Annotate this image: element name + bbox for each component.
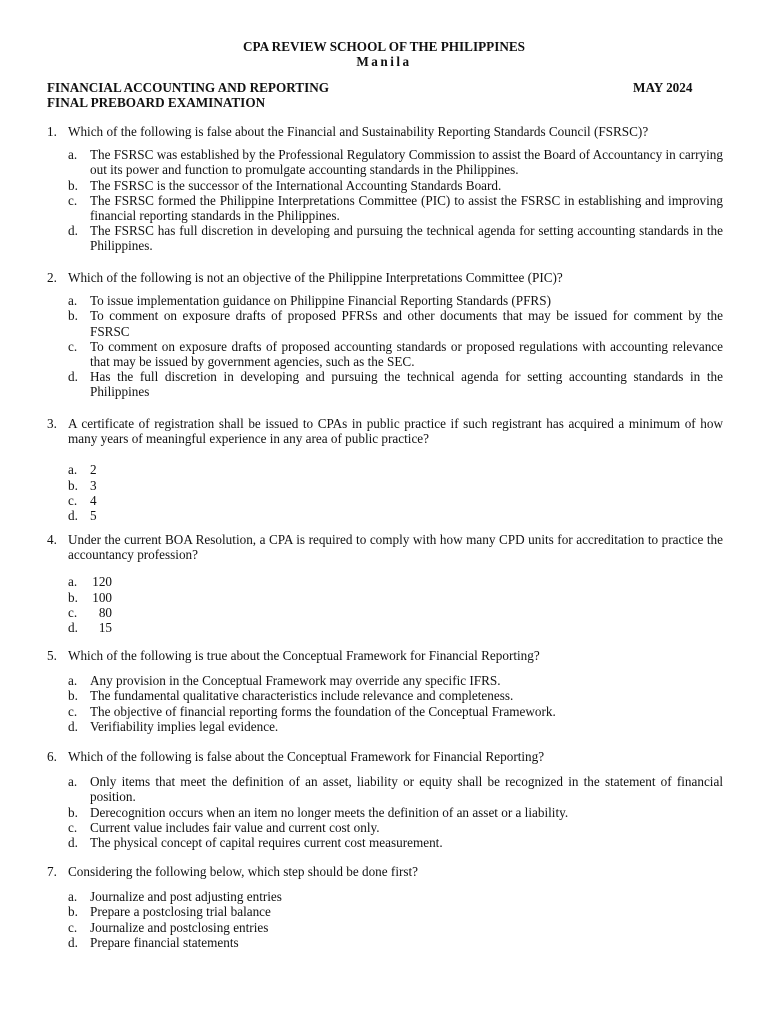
choice-text: To comment on exposure drafts of proposed PFRSs and other documents that may be issued for comment by the FSRSC	[90, 308, 723, 339]
choice-text: Journalize and postclosing entries	[90, 919, 269, 935]
question-stem	[47, 749, 723, 764]
question-4	[47, 532, 723, 635]
choice-list	[47, 147, 723, 253]
choice-b	[68, 478, 723, 493]
choice-letter: d.	[68, 620, 78, 636]
choice-d	[68, 719, 723, 734]
choice-letter: c.	[68, 703, 78, 719]
choice-text: The physical concept of capital requires current cost measurement.	[90, 835, 443, 851]
choice-letter: b.	[68, 804, 78, 820]
choice-a	[68, 293, 723, 308]
exam-title: FINAL PREBOARD EXAMINATION	[47, 95, 266, 110]
choice-letter: c.	[68, 919, 78, 935]
choice-text: The FSRSC was established by the Professional Regulatory Commission to assist the Board of Accountancy in carrying out its power and function to promulgate accounting standards in the Philippines.	[90, 147, 723, 178]
question-text: Under the current BOA Resolution, a CPA is required to comply with how many CPD units for accreditation to practice the accountancy profession?	[68, 532, 723, 563]
choice-c	[68, 339, 723, 369]
choice-a	[68, 147, 723, 177]
choice-c	[68, 193, 723, 223]
question-7	[47, 864, 723, 950]
choice-a	[68, 462, 723, 477]
choice-d	[68, 223, 723, 253]
choice-list	[47, 574, 723, 635]
choice-d	[68, 620, 723, 635]
choice-d	[68, 508, 723, 523]
question-number: 4.	[47, 532, 57, 547]
question-number: 3.	[47, 416, 57, 431]
choice-text: The FSRSC formed the Philippine Interpretations Committee (PIC) to assist the FSRSC in establishing and improving financial reporting standards in the Philippines.	[90, 192, 723, 224]
question-text: A certificate of registration shall be issued to CPAs in public practice if such registrant has acquired a minimum of how many years of meaningful experience in any area of public practice?	[68, 416, 723, 447]
choice-b	[68, 688, 723, 703]
choice-letter: c.	[68, 819, 78, 835]
question-stem	[47, 864, 723, 879]
choice-b	[68, 178, 723, 193]
choice-letter: b.	[68, 308, 78, 324]
choice-text: Prepare financial statements	[90, 934, 239, 950]
choice-letter: c.	[68, 604, 78, 620]
question-2	[47, 270, 723, 400]
question-1	[47, 124, 723, 254]
choice-letter: a.	[68, 889, 78, 905]
choice-letter: a.	[68, 147, 78, 163]
choice-text: Only items that meet the definition of an asset, liability or equity shall be recognized in the statement of financial position.	[90, 774, 723, 805]
choice-letter: c.	[68, 492, 78, 508]
choice-text: 5	[90, 508, 97, 524]
choice-list	[47, 462, 723, 523]
question-6	[47, 749, 723, 850]
choice-letter: b.	[68, 477, 78, 493]
school-title: CPA REVIEW SCHOOL OF THE PHILIPPINES	[242, 39, 525, 54]
choice-letter: a.	[68, 774, 78, 790]
choice-letter: b.	[68, 177, 78, 193]
choice-text: 3	[90, 477, 97, 493]
choice-c	[68, 920, 723, 935]
choice-letter: d.	[68, 718, 78, 734]
choice-list	[47, 774, 723, 850]
question-number: 2.	[47, 270, 57, 285]
question-stem	[47, 124, 723, 139]
choice-list	[47, 889, 723, 950]
choice-letter: d.	[68, 934, 78, 950]
question-text: Which of the following is true about the Conceptual Framework for Financial Reporting?	[68, 648, 540, 663]
question-5	[47, 648, 723, 734]
choice-letter: d.	[68, 835, 78, 851]
choice-text: 15	[98, 620, 112, 636]
question-3	[47, 416, 723, 523]
choice-d	[68, 935, 723, 950]
school-city: Manila	[356, 54, 412, 69]
choice-text: The FSRSC is the successor of the International Accounting Standards Board.	[90, 177, 502, 193]
choice-text: Verifiability implies legal evidence.	[90, 718, 279, 734]
choice-text: The FSRSC has full discretion in developing and pursuing the technical agenda for setting accounting standards in the Philippines.	[90, 223, 723, 254]
choice-a	[68, 889, 723, 904]
question-number: 5.	[47, 648, 57, 663]
choice-text: 2	[90, 462, 97, 478]
question-number: 1.	[47, 124, 57, 139]
choice-text: The fundamental qualitative characteristics include relevance and completeness.	[90, 688, 514, 704]
choice-letter: d.	[68, 369, 78, 385]
choice-c	[68, 704, 723, 719]
choice-b	[68, 805, 723, 820]
choice-letter: c.	[68, 338, 78, 354]
choice-text: 120	[92, 574, 112, 590]
choice-text: The objective of financial reporting forms the foundation of the Conceptual Framework.	[90, 703, 556, 719]
question-stem	[47, 648, 723, 663]
choice-b	[68, 308, 723, 338]
question-text: Which of the following is false about the Conceptual Framework for Financial Reporting?	[68, 749, 545, 764]
choice-a	[68, 673, 723, 688]
question-number: 7.	[47, 864, 57, 879]
question-text: Which of the following is false about the Financial and Sustainability Reporting Standards Council (FSRSC)?	[68, 124, 649, 139]
question-stem	[47, 270, 723, 285]
choice-d	[68, 369, 723, 399]
choice-c	[68, 820, 723, 835]
choice-b	[68, 904, 723, 919]
choice-a	[68, 574, 723, 589]
choice-text: Has the full discretion in developing and pursuing the technical agenda for setting accounting standards in the Philippines	[90, 369, 723, 400]
question-stem	[47, 532, 723, 562]
choice-letter: d.	[68, 508, 78, 524]
choice-letter: c.	[68, 192, 78, 208]
choice-letter: b.	[68, 589, 78, 605]
choice-text: Current value includes fair value and current cost only.	[90, 819, 380, 835]
question-number: 6.	[47, 749, 57, 764]
question-text: Considering the following below, which step should be done first?	[68, 864, 419, 879]
choice-text: 100	[92, 589, 112, 605]
choice-letter: b.	[68, 688, 78, 704]
choice-letter: a.	[68, 462, 78, 478]
choice-letter: d.	[68, 223, 78, 239]
choice-text: Prepare a postclosing trial balance	[90, 904, 271, 920]
question-stem	[47, 416, 723, 446]
choice-list	[47, 293, 723, 399]
choice-text: To comment on exposure drafts of proposed accounting standards or proposed regulations with accounting relevance that may be issued by government agencies, such as the SEC.	[90, 338, 723, 370]
choice-c	[68, 605, 723, 620]
choice-letter: b.	[68, 904, 78, 920]
exam-date: MAY 2024	[633, 80, 693, 95]
subject-title: FINANCIAL ACCOUNTING AND REPORTING	[47, 80, 329, 95]
choice-text: Journalize and post adjusting entries	[90, 889, 282, 905]
choice-letter: a.	[68, 574, 78, 590]
choice-b	[68, 590, 723, 605]
choice-letter: a.	[68, 673, 78, 689]
choice-letter: a.	[68, 293, 78, 309]
choice-d	[68, 835, 723, 850]
choice-text: 80	[98, 604, 112, 620]
question-text: Which of the following is not an objective of the Philippine Interpretations Committee (PIC)?	[68, 270, 563, 285]
choice-a	[68, 774, 723, 804]
choice-text: Derecognition occurs when an item no longer meets the definition of an asset or a liability.	[90, 804, 569, 820]
choice-text: 4	[90, 492, 97, 508]
choice-list	[47, 673, 723, 734]
choice-c	[68, 493, 723, 508]
choice-text: Any provision in the Conceptual Framework may override any specific IFRS.	[90, 673, 501, 689]
choice-text: To issue implementation guidance on Philippine Financial Reporting Standards (PFRS)	[90, 293, 551, 309]
